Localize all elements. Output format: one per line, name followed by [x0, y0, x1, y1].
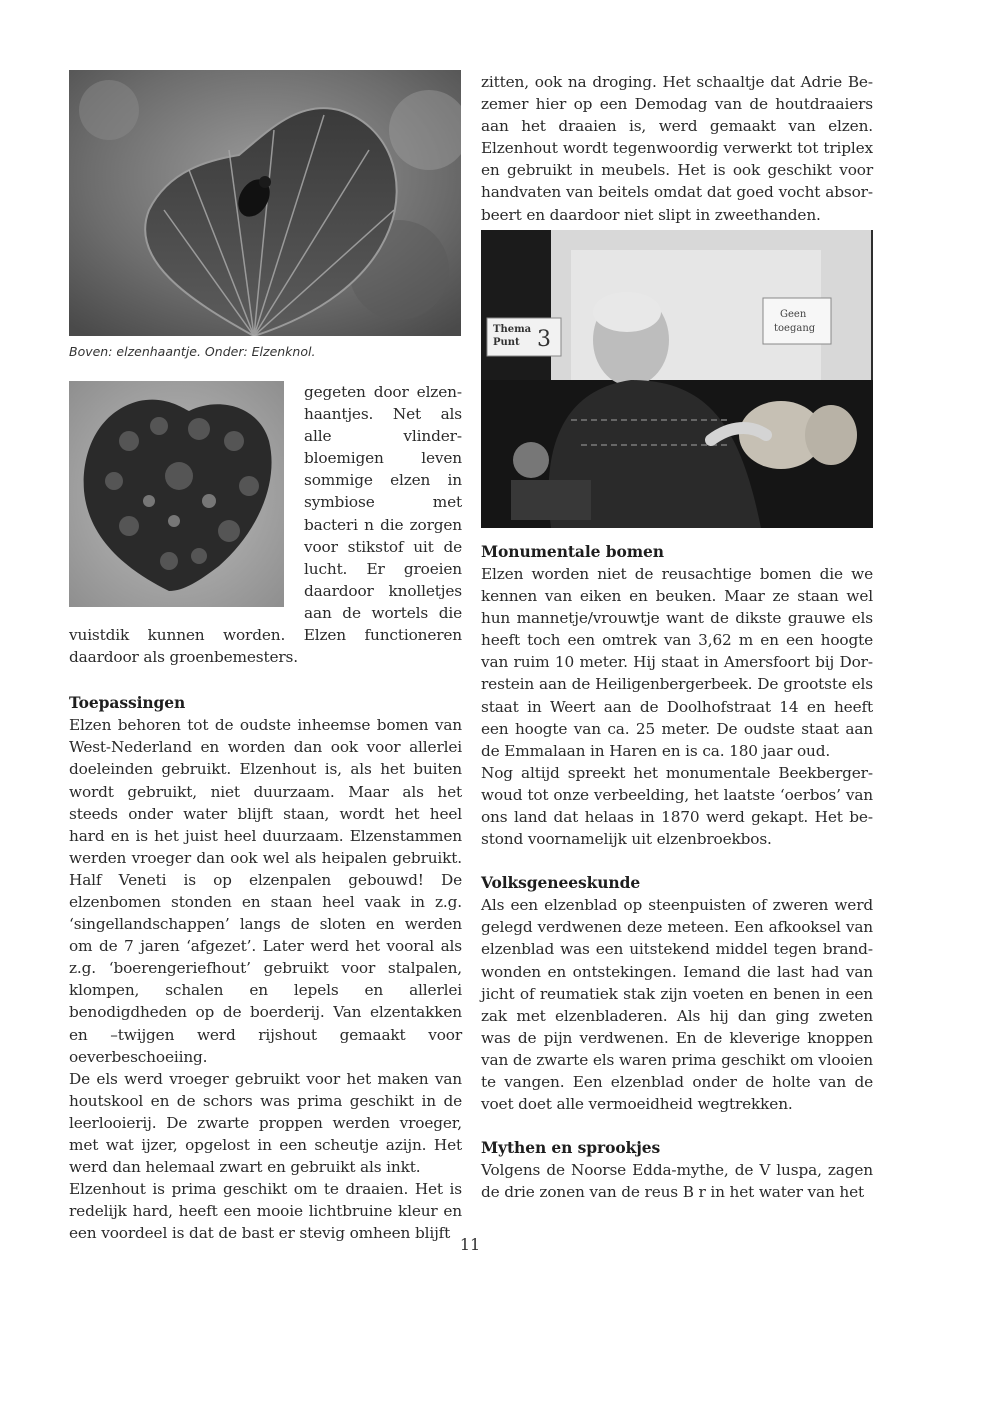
sign-punt-text: Punt [493, 337, 520, 348]
toepassingen-paragraph-1: Elzen behoren tot de oudste inheemse bomen van West-Nederland en worden dan ook voor allerlei doeleinden gebruikt. Elzenhout is, als het buiten wordt gebruikt, niet duurzaam. Maar als het steeds onder water blijft staan, wordt het heel hard en is het juist heel duurzaam. Elzenstammen werden vroeger dan ook wel als heipalen gebruikt. Half Veneti is op elzenpalen gebouwd! De elzenbomen stonden en staan heel vaak in z.g. ‘singellandschappen’ langs de sloten en werden om de 7 jaren ‘afgezet’. Later werd het vooral als z.g. ‘boerengeriefhout’ gebruikt voor stalpalen, klompen, schalen en lepels en allerlei benodigdheden op de boerderij. Van elzentakken en –twijgen werd rijshout gemaakt voor oeverbeschoeiing. [69, 716, 462, 1066]
right-column-bottom [481, 541, 873, 1203]
leaf-beetle-photo [69, 70, 461, 336]
woodturner-photo [481, 230, 873, 528]
section-title-volksgeneeskunde: Volksgeneeskunde [481, 873, 641, 893]
toepassingen-paragraph-3: Elzenhout is prima geschikt om te draaien. Het is redelijk hard, heeft een mooie lichtbruine kleur en een voordeel is dat de bast er stevig omheen blijft [69, 1180, 462, 1243]
monumentale-paragraph-1: Elzen worden niet de reusachtige bomen die we kennen van eiken en beuken. Maar ze staan wel hun mannetje/vrouwtje want de dikste grauwe els heeft toch een omtrek van 3,62 m en een hoogte van ruim 10 meter. Hij staat in Amersfoort bij Dorrestein aan de Heiligenbergerbeek. De grootste els staat in Weert aan de Doolhofstraat 14 en heeft een hoogte van ca. 25 meter. De oudste staat aan de Emmalaan in Haren en is ca. 180 jaar oud. [481, 565, 873, 760]
continued-paragraph: zitten, ook na droging. Het schaaltje dat Adrie Bezemer hier op een Demodag van de houtdraaiers aan het draaien is, werd gemaakt van elzen. Elzenhout wordt tegenwoordig verwerkt tot triplex en gebruikt in meubels. Het is ook geschikt voor handvaten van beitels omdat dat goed vocht absorbeert en daardoor niet slipt in zweethanden. [481, 73, 873, 224]
woodturner-illustration [481, 230, 873, 528]
leaf-beetle-illustration [69, 70, 461, 336]
sign-thema-text: Thema [493, 324, 532, 335]
volksgeneeskunde-paragraph: Als een elzenblad op steenpuisten of zweren werd gelegd verdwenen deze meteen. Een afkooksel van elzenblad was een uitstekend middel tegen brandwonden en ontstekingen. Iemand die last had van jicht of reumatiek stak zijn voeten en benen in een zak met elzenbladeren. Als hij dan ging zweten was de pijn verdwenen. En de kleverige knoppen van de zwarte els waren prima geschikt om vlooien te vangen. Een elzenblad onder de holte van de voet doet alle vermoeidheid wegtrekken. [481, 896, 873, 1114]
section-title-monumentale: Monumentale bomen [481, 542, 664, 561]
photo-caption: Boven: elzenhaantje. Onder: Elzenknol. [69, 344, 316, 359]
knol-paragraph: gegeten door elzenhaantjes. Net als alle vlinderbloemigen leven sommige elzen in symbiose met bacteri n die zorgen voor stikstof uit de lucht. Er groeien daardoor knolletjes aan de wortels die vuistdik kunnen worden. Elzen functioneren daardoor als groenbemesters. [69, 383, 462, 667]
left-column [69, 381, 462, 1244]
elzenknol-photo [69, 381, 284, 607]
sign-geen-text: Geen [780, 309, 807, 320]
section-title-mythen: Mythen en sprookjes [481, 1138, 661, 1158]
section-title-toepassingen: Toepassingen [69, 693, 186, 713]
monumentale-paragraph-2: Nog altijd spreekt het monumentale Beekbergerwoud tot onze verbeelding, het laatste ‘oerbos’ van ons land dat helaas in 1870 werd gekapt. Het bestond voornamelijk uit elzenbroekbos. [481, 763, 873, 849]
page-number: 11 [459, 1235, 481, 1254]
sign-number-text: 3 [537, 327, 551, 352]
toepassingen-paragraph-2: De els werd vroeger gebruikt voor het maken van houtskool en de schors was prima geschikt in de leerlooierij. De zwarte proppen werden vroeger, met wat ijzer, opgelost in een scheutje azijn. Het werd dan helemaal zwart en gebruikt als inkt. [69, 1069, 462, 1177]
right-column-top [481, 71, 873, 226]
elzenknol-illustration [69, 381, 284, 607]
mythen-paragraph: Volgens de Noorse Edda-mythe, de V luspa, zagen de drie zonen van de reus B r in het water van het [481, 1161, 873, 1202]
sign-toegang-text: toegang [774, 323, 816, 334]
